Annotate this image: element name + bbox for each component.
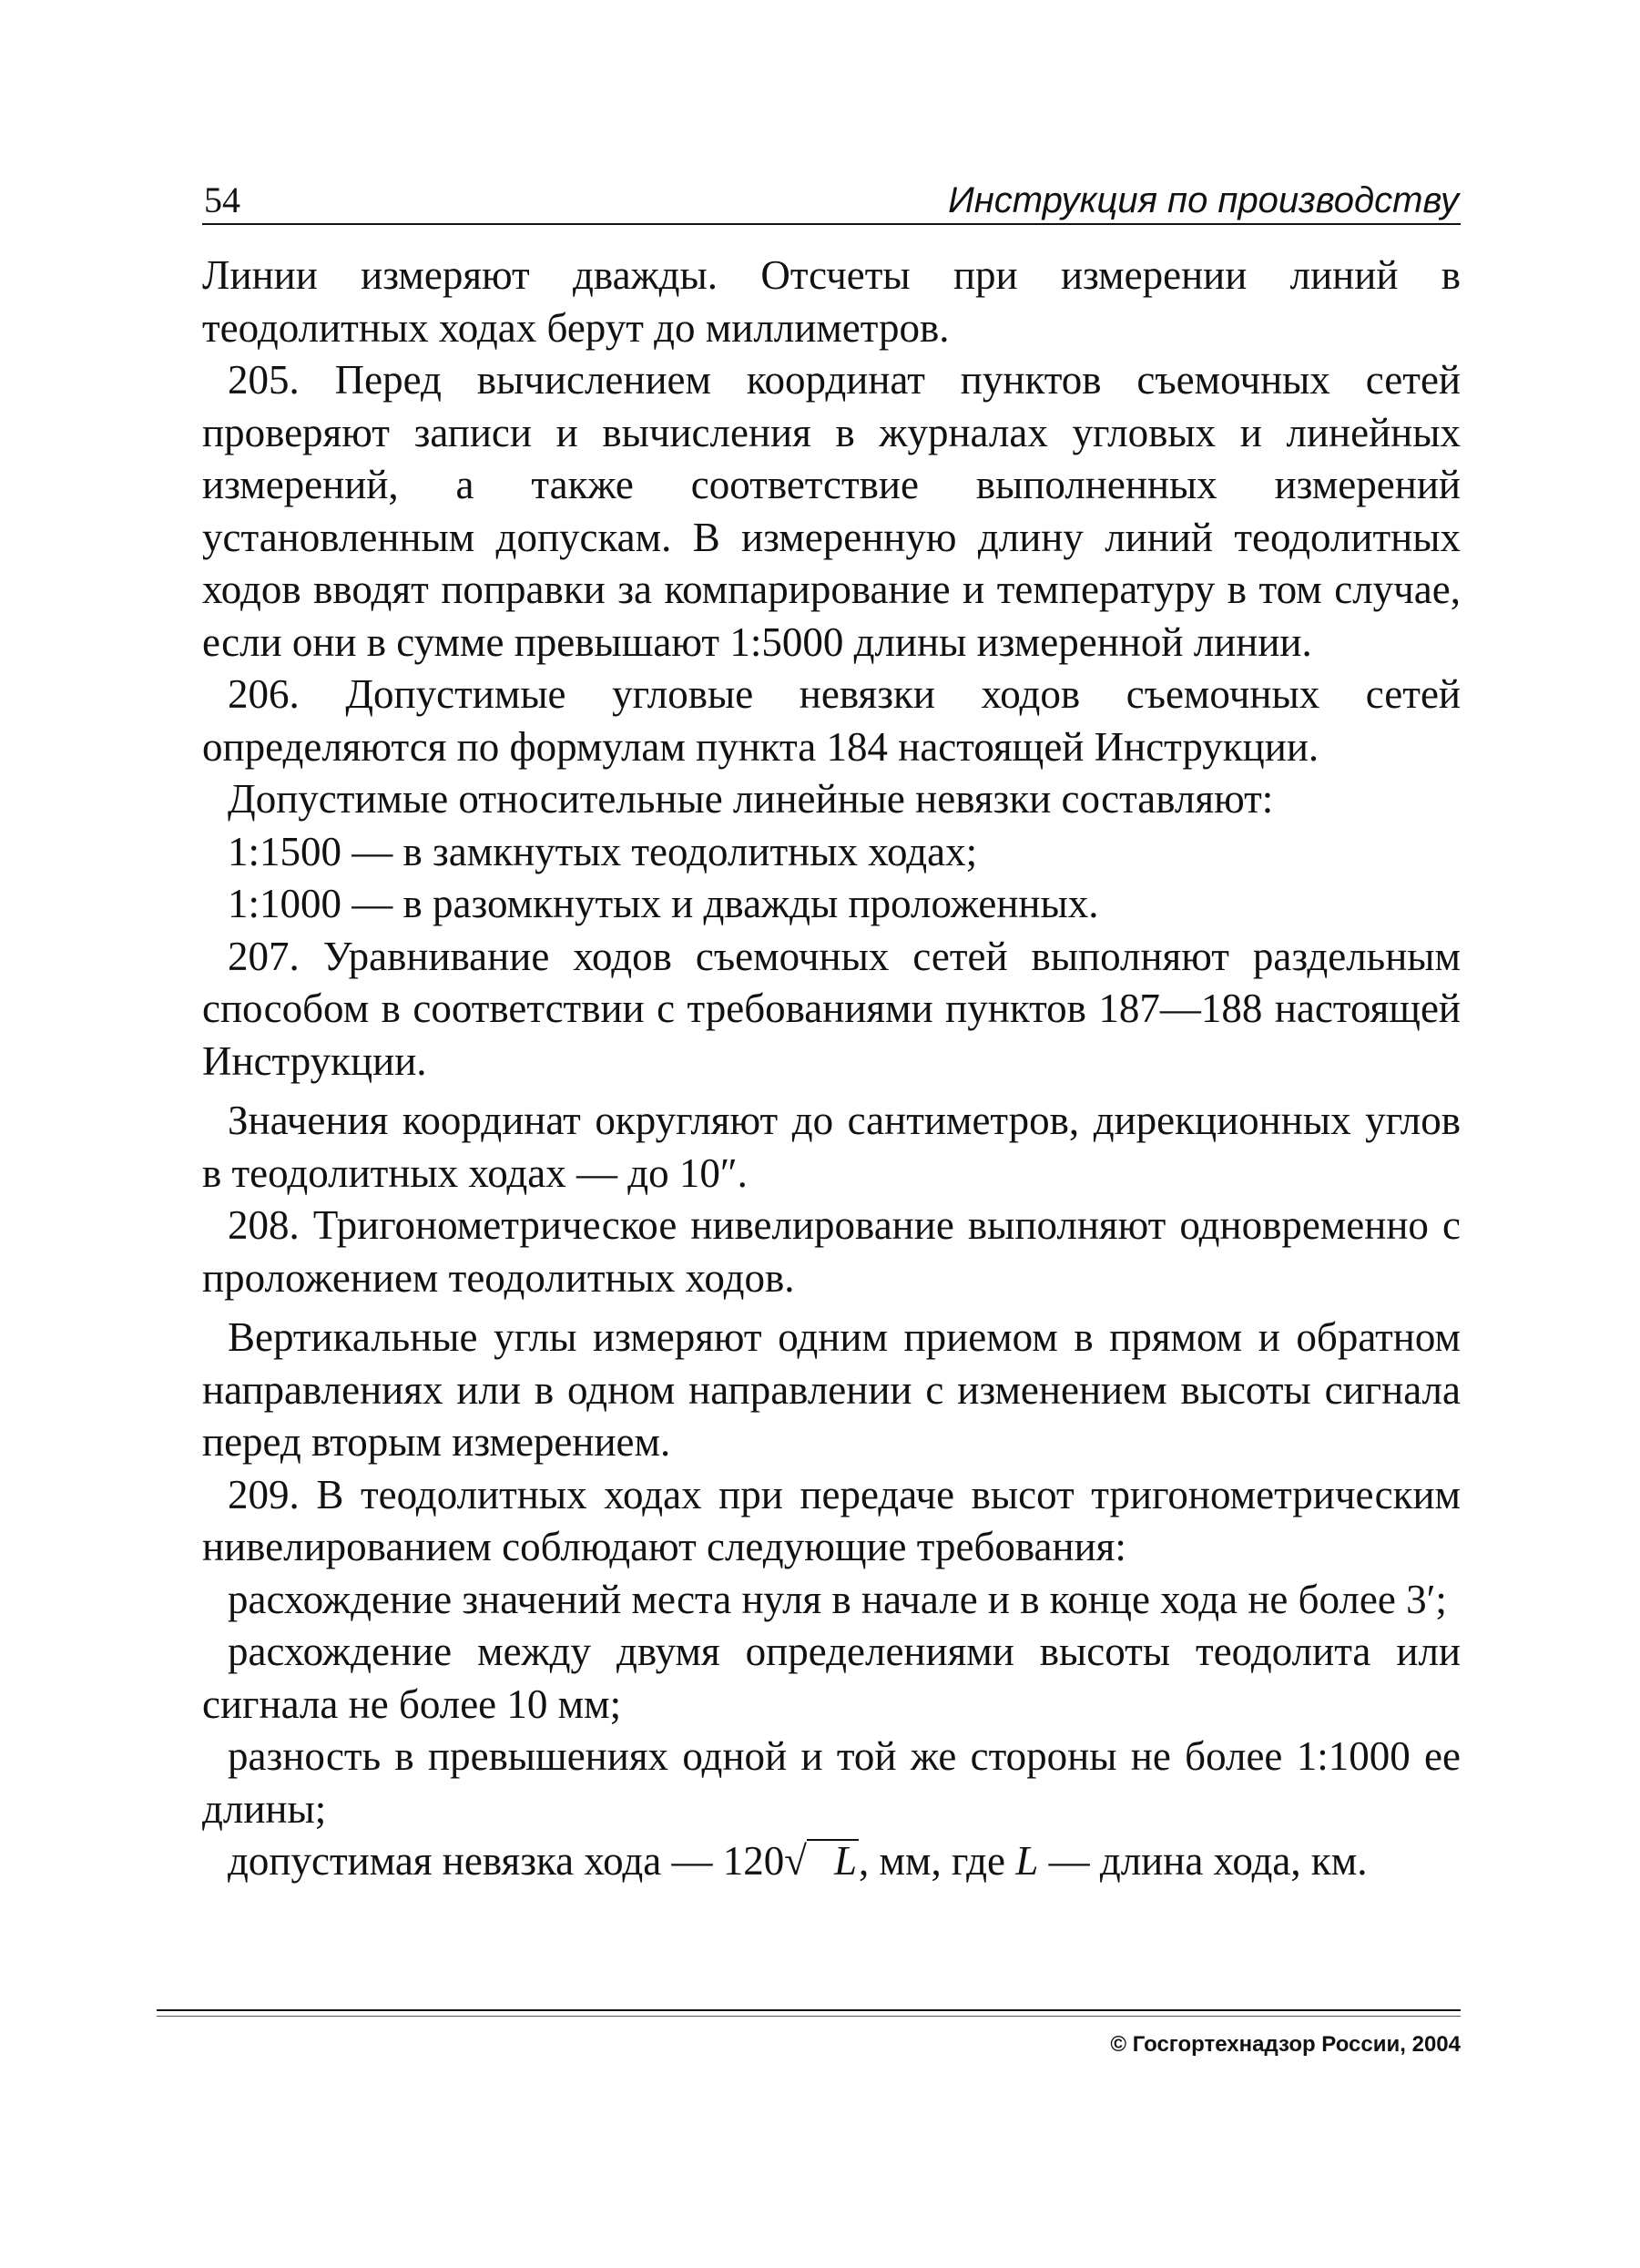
list-item: 1:1000 — в разомкнутых и дважды проложенных. xyxy=(228,881,1099,926)
formula-text: допустимая невязка хода — 120 xyxy=(228,1838,785,1884)
footer-divider xyxy=(157,2016,1461,2017)
copyright-notice: © Госгортехнадзор России, 2004 xyxy=(1110,2032,1461,2057)
paragraph-206: 206. Допустимые угловые невязки ходов съемочных сетей определяются по формулам пункта 184 настоящей Инструкции. xyxy=(202,671,1461,770)
list-item: 1:1500 — в замкнутых теодолитных ходах; xyxy=(228,828,978,874)
page-number: 54 xyxy=(204,179,240,220)
paragraph-207: 207. Уравнивание ходов съемочных сетей выполняют раздельным способом в соответствии с требованиями пунктов 187—188 настоящей Инструкции. xyxy=(202,933,1461,1084)
formula-line: допустимая невязка хода — 120√ L, мм, где L — длина хода, км. xyxy=(228,1838,1368,1884)
paragraph: Значения координат округляют до сантиметров, дирекционных углов в теодолитных ходах — до 10″. xyxy=(202,1098,1461,1196)
running-title: Инструкция по производству xyxy=(948,180,1459,220)
body-text xyxy=(202,250,1461,1888)
paragraph: Линии измеряют дважды. Отсчеты при измерении линий в теодолитных ходах берут до миллиметров. xyxy=(202,252,1461,351)
sqrt-radicand: L xyxy=(807,1839,859,1882)
paragraph: Допустимые относительные линейные невязки составляют: xyxy=(228,776,1274,822)
list-item: расхождение между двумя определениями высоты теодолита или сигнала не более 10 мм; xyxy=(202,1629,1461,1727)
paragraph-205: 205. Перед вычислением координат пунктов съемочных сетей проверяют записи и вычисления в журналах угловых и линейных измерений, а также соответствие выполненных измерений установленным допускам. В измеренную длину линий теодолитных ходов вводят поправки за компарирование и температуру в том случае, если они в сумме превышают 1:5000 длины измеренной линии. xyxy=(202,357,1461,665)
list-item: разность в превышениях одной и той же стороны не более 1:1000 ее длины; xyxy=(202,1733,1461,1832)
page-header xyxy=(202,178,1461,225)
footer-divider xyxy=(157,2009,1461,2011)
paragraph-209: 209. В теодолитных ходах при передаче высот тригонометрическим нивелированием соблюдают следующие требования: xyxy=(202,1471,1461,1569)
formula-variable: L xyxy=(1015,1838,1039,1884)
paragraph-208: 208. Тригонометрическое нивелирование выполняют одновременно с проложением теодолитных ходов. xyxy=(202,1202,1461,1301)
formula-text: — длина хода, км. xyxy=(1038,1838,1368,1884)
list-item: расхождение значений места нуля в начале и в конце хода не более 3′; xyxy=(228,1576,1447,1622)
formula-text: , мм, где xyxy=(858,1838,1016,1884)
paragraph: Вертикальные углы измеряют одним приемом в прямом и обратном направлениях или в одном направлении с изменением высоты сигнала перед вторым измерением. xyxy=(202,1314,1461,1465)
